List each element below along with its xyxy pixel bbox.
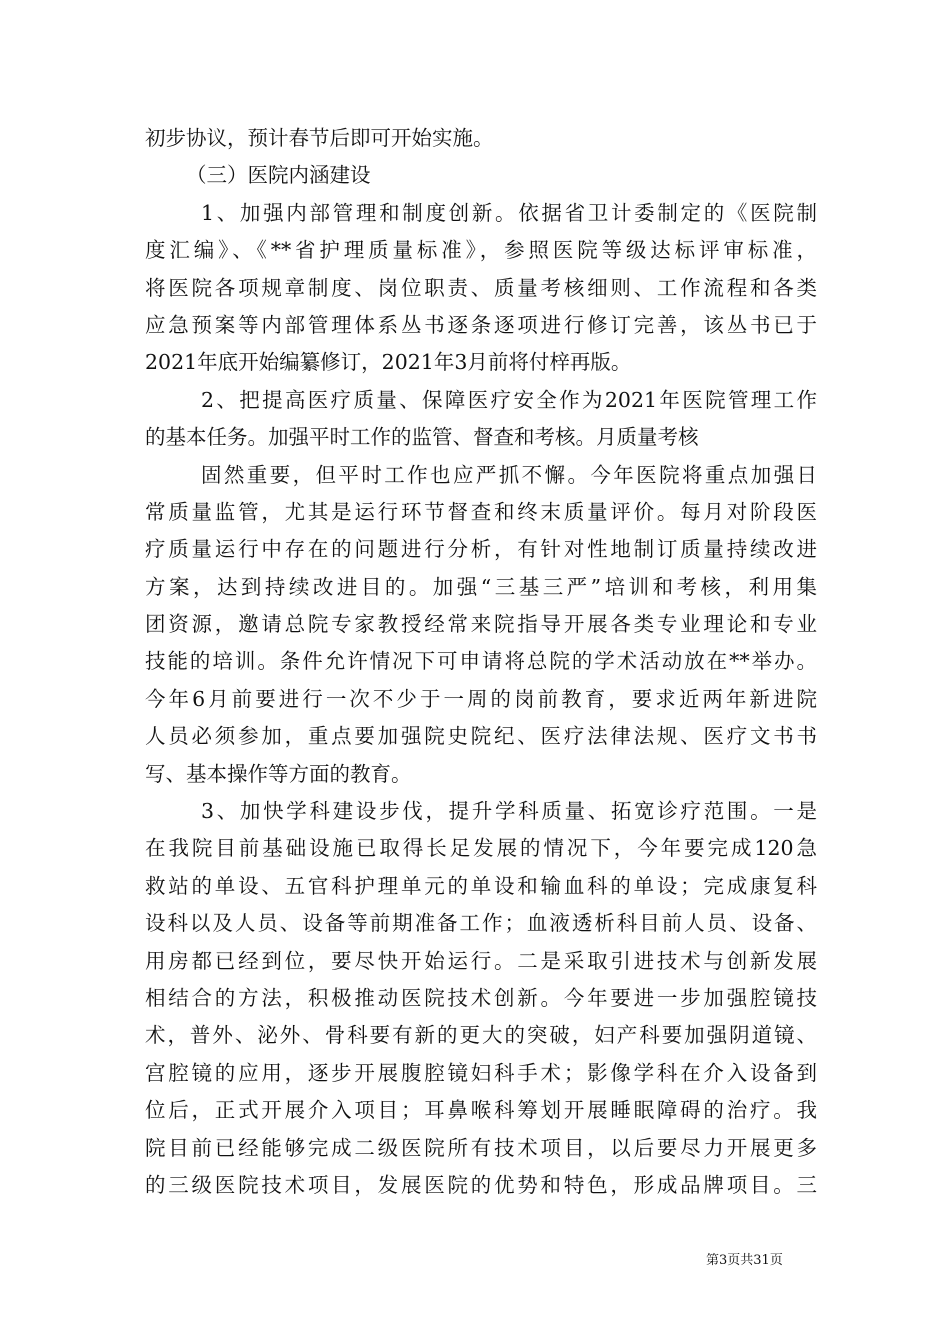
text-line: 方案，达到持续改进目的。加强“三基三严”培训和考核，利用集 <box>145 574 817 599</box>
text-line: 应急预案等内部管理体系丛书逐条逐项进行修订完善，该丛书已于 <box>145 312 817 337</box>
text-line: 3、加快学科建设步伐，提升学科质量、拓宽诊疗范围。一是 <box>201 799 817 824</box>
text-line: 今年6月前要进行一次不少于一周的岗前教育，要求近两年新进院 <box>145 686 817 711</box>
text-line: 疗质量运行中存在的问题进行分析，有针对性地制订质量持续改进 <box>145 537 817 562</box>
text-line: 救站的单设、五官科护理单元的单设和输血科的单设；完成康复科 <box>145 873 817 898</box>
text-line: 1、加强内部管理和制度创新。依据省卫计委制定的《医院制 <box>201 200 817 225</box>
page-number-footer: 第3页共31页 <box>706 1253 783 1268</box>
text-line: 院目前已经能够完成二级医院所有技术项目，以后要尽力开展更多 <box>145 1135 817 1160</box>
text-line: 用房都已经到位，要尽快开始运行。二是采取引进技术与创新发展 <box>145 948 817 973</box>
text-line: 初步协议，预计春节后即可开始实施。 <box>145 126 494 150</box>
text-line: 的三级医院技术项目，发展医院的优势和特色，形成品牌项目。三 <box>145 1172 817 1197</box>
text-line: 设科以及人员、设备等前期准备工作；血液透析科目前人员、设备、 <box>145 911 817 936</box>
section-heading: （三）医院内涵建设 <box>186 163 371 188</box>
text-line: 在我院目前基础设施已取得长足发展的情况下，今年要完成120急 <box>145 836 817 861</box>
text-line: 宫腔镜的应用，逐步开展腹腔镜妇科手术；影像学科在介入设备到 <box>145 1060 817 1085</box>
text-line: 2021年底开始编纂修订，2021年3月前将付梓再版。 <box>145 350 632 375</box>
text-line: 位后，正式开展介入项目；耳鼻喉科筹划开展睡眠障碍的治疗。我 <box>145 1098 817 1123</box>
text-line: 相结合的方法，积极推动医院技术创新。今年要进一步加强腔镜技 <box>145 985 817 1010</box>
text-line: 写、基本操作等方面的教育。 <box>145 761 412 786</box>
text-line: 将医院各项规章制度、岗位职责、质量考核细则、工作流程和各类 <box>145 275 817 300</box>
text-line: 人员必须参加，重点要加强院史院纪、医疗法律法规、医疗文书书 <box>145 724 817 749</box>
text-line: 常质量监管，尤其是运行环节督查和终末质量评价。每月对阶段医 <box>145 499 817 524</box>
text-line: 团资源，邀请总院专家教授经常来院指导开展各类专业理论和专业 <box>145 612 817 637</box>
text-line: 术，普外、泌外、骨科要有新的更大的突破，妇产科要加强阴道镜、 <box>145 1023 817 1048</box>
text-line: 度汇编》、《**省护理质量标准》，参照医院等级达标评审标准， <box>145 238 817 263</box>
document-body <box>145 120 817 1204</box>
text-line: 技能的培训。条件允许情况下可申请将总院的学术活动放在**举办。 <box>145 649 817 674</box>
text-line: 的基本任务。加强平时工作的监管、督查和考核。月质量考核 <box>145 425 699 450</box>
text-line: 2、把提高医疗质量、保障医疗安全作为2021年医院管理工作 <box>201 387 817 412</box>
text-line: 固然重要，但平时工作也应严抓不懈。今年医院将重点加强日 <box>201 462 817 487</box>
